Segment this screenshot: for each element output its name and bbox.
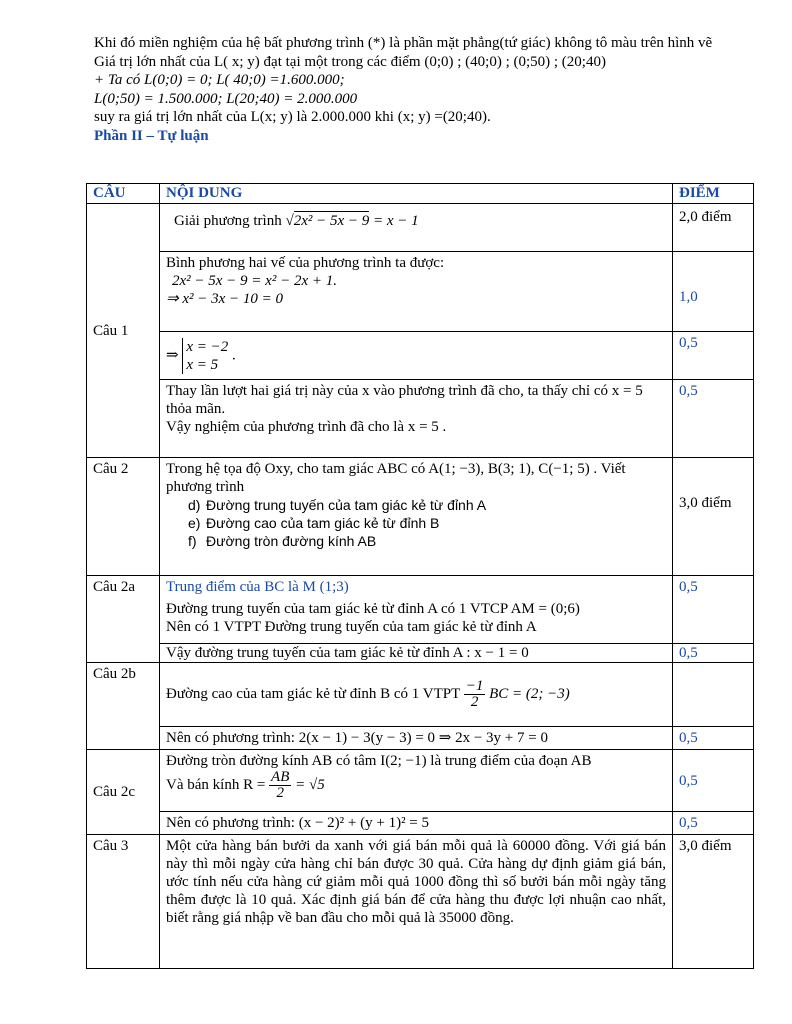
cau3-statement: Một cửa hàng bán bưởi da xanh với giá bán mỗi quả là 60000 đồng. Với giá bán này thì mỗi ngày cửa hàng chỉ bán được 30 quả. Cửa hàng dự định giảm giá bán, ước tính nếu cửa hàng cứ giảm mỗi quả 1000 đồng thì số bưởi bán mỗi ngày tăng thêm được là 10 quả. Xác định giá bán để cửa hàng thu được lợi nhuận cao nhất, biết rằng giá nhập về ban đầu cho mỗi quả là 35000 đồng. [160, 835, 673, 969]
cau2-intro: Trong hệ tọa độ Oxy, cho tam giác ABC có A(1; −3), B(3; 1), C(−1; 5) . Viết phương trình [166, 461, 626, 495]
intro-line-1: Khi đó miền nghiệm của hệ bất phương trình (*) là phần mặt phẳng(tứ giác) không tô màu trên hình vẽ [94, 35, 713, 51]
question-label-cau2a: Câu 2a [87, 576, 160, 663]
cau2c-line1: Đường tròn đường kính AB có tâm I(2; −1) là trung điểm của đoạn AB [166, 753, 592, 769]
cau2c-body [160, 750, 673, 812]
question-label-cau2: Câu 2 [87, 458, 160, 576]
cau2b-line1-pre: Đường cao của tam giác kẻ từ đỉnh B có 1 VTPT [166, 685, 460, 702]
cau1-task-text: Giải phương trình [174, 213, 282, 229]
table-row [87, 204, 754, 252]
list-item: d) Đường trung tuyến của tam giác kẻ từ đỉnh A [188, 497, 487, 513]
table-row [87, 835, 754, 969]
table-row [87, 663, 754, 727]
cau1-step-square [160, 252, 673, 332]
list-item: e) Đường cao của tam giác kẻ từ đỉnh B [188, 515, 440, 531]
cau1-conclusion [160, 380, 673, 458]
header-diem: ĐIỂM [673, 184, 754, 204]
table-row [87, 727, 754, 750]
grading-table [86, 183, 754, 969]
question-label-cau3: Câu 3 [87, 835, 160, 969]
cau1-conclusion-1: Thay lần lượt hai giá trị này của x vào phương trình đã cho, ta thấy chỉ có x = 5 thỏa mãn. [166, 383, 643, 417]
fraction-denominator: 2 [470, 694, 479, 710]
cau2c-line2-pre: Và bán kính R = [166, 776, 266, 793]
cau1-solutions [160, 332, 673, 380]
cau1-sqrt-expression: 2x² − 5x − 9 [293, 213, 370, 229]
cau1-score-total: 2,0 điểm [673, 204, 754, 252]
cau2a-line4: Vậy đường trung tuyến của tam giác kẻ từ đỉnh A : x − 1 = 0 [160, 644, 673, 663]
cau2a-score-2: 0,5 [673, 644, 754, 663]
cau1-task: Giải phương trình √2x² − 5x − 9 = x − 1 [160, 204, 673, 252]
cau2a-line2: Đường trung tuyến của tam giác kẻ từ đỉnh A có 1 VTCP AM = (0;6) [166, 601, 580, 617]
cau1-score-conclusion: 0,5 [673, 380, 754, 458]
table-header-row [87, 184, 754, 204]
intro-line-4: L(0;50) = 1.500.000; L(20;40) = 2.000.000 [94, 90, 358, 107]
cau1-eq2: ⇒ x² − 3x − 10 = 0 [166, 291, 283, 307]
solution-dot: . [231, 346, 236, 363]
cau2a-line1: Trung điểm của BC là M (1;3) [166, 579, 349, 595]
question-label-cau2c: Câu 2c [87, 750, 160, 835]
cau1-eq1: 2x² − 5x − 9 = x² − 2x + 1. [172, 273, 337, 289]
table-row [87, 644, 754, 663]
cau2a-body [160, 576, 673, 644]
cau2-statement [160, 458, 673, 576]
solution-1: x = −2 [186, 338, 229, 355]
cau2b-score: 0,5 [673, 727, 754, 750]
implies-arrow: ⇒ [166, 346, 179, 363]
cau2-task-list [166, 496, 666, 550]
cau1-score-step: 1,0 [673, 252, 754, 332]
cau3-score: 3,0 điểm [673, 835, 754, 969]
intro-line-2: Giá trị lớn nhất của L( x; y) đạt tại một trong các điểm (0;0) ; (40;0) ; (0;50) ; (20;40) [94, 53, 606, 70]
cau2b-fraction [464, 679, 486, 710]
cau1-step-text: Bình phương hai vế của phương trình ta được: [166, 255, 445, 271]
fraction-denominator: 2 [276, 785, 284, 801]
section-title: Phần II – Tự luận [94, 127, 209, 144]
cau1-conclusion-2: Vậy nghiệm của phương trình đã cho là x = 5 . [166, 419, 447, 435]
table-row [87, 812, 754, 835]
table-row [87, 576, 754, 644]
intro-line-3: + Ta có L(0;0) = 0; L( 40;0) =1.600.000; [94, 72, 345, 88]
cau2c-score-1: 0,5 [673, 750, 754, 812]
solution-2: x = 5 [186, 356, 219, 373]
intro-line-5: suy ra giá trị lớn nhất của L(x; y) là 2.000.000 khi (x; y) =(20;40). [94, 109, 491, 125]
cau2c-fraction [269, 770, 291, 801]
cau2b-line1 [160, 663, 673, 727]
cau1-eq-right: = x − 1 [373, 213, 419, 229]
cau2-score: 3,0 điểm [673, 458, 754, 576]
list-item: f) Đường tròn đường kính AB [188, 533, 377, 549]
header-noi-dung: NỘI DUNG [160, 184, 673, 204]
solution-system [182, 338, 228, 374]
fraction-numerator: AB [271, 769, 290, 785]
cau2a-line3: Nên có 1 VTPT Đường trung tuyến của tam giác kẻ từ đỉnh A [166, 619, 537, 635]
question-label-cau1: Câu 1 [87, 204, 160, 458]
intro-block [94, 34, 744, 145]
cau2c-line2-post: = √5 [295, 776, 325, 793]
question-label-cau2b: Câu 2b [87, 663, 160, 750]
cau2b-score-empty [673, 663, 754, 727]
cau2b-line2: Nên có phương trình: 2(x − 1) − 3(y − 3) = 0 ⇒ 2x − 3y + 7 = 0 [160, 727, 673, 750]
table-row [87, 332, 754, 380]
table-row [87, 458, 754, 576]
header-cau: CÂU [87, 184, 160, 204]
cau2c-line3: Nên có phương trình: (x − 2)² + (y + 1)² = 5 [160, 812, 673, 835]
cau1-score-solutions: 0,5 [673, 332, 754, 380]
table-row [87, 252, 754, 332]
fraction-numerator: −1 [465, 678, 484, 694]
cau2a-score-1: 0,5 [673, 576, 754, 644]
cau2c-line2 [166, 770, 666, 801]
table-row [87, 380, 754, 458]
cau2c-score-2: 0,5 [673, 812, 754, 835]
cau2b-line1-post: BC = (2; −3) [489, 685, 570, 702]
table-row [87, 750, 754, 812]
